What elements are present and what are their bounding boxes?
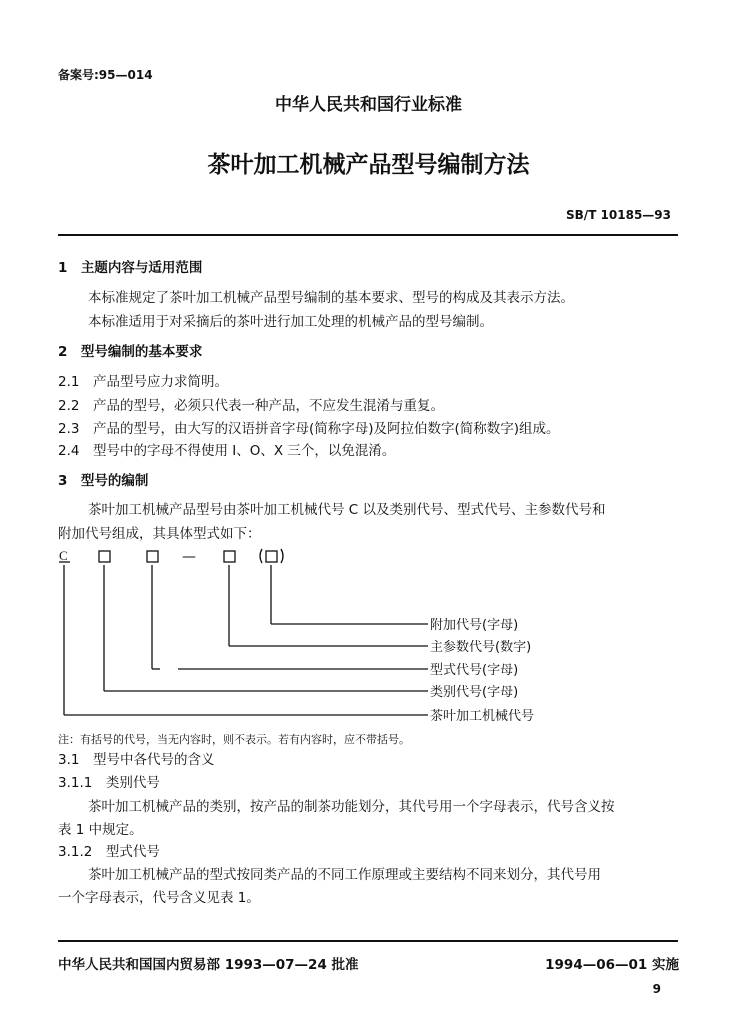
approval-line: 中华人民共和国国内贸易部 1993—07—24 批准 [58,957,359,973]
bottom-rule [58,940,678,942]
main-parameter-code-box [224,551,235,562]
type-code-box [147,551,158,562]
section-3-paragraph-line-1: 茶叶加工机械产品型号由茶叶加工机械代号 C 以及类别代号、型式代号、主参数代号和 [88,502,606,518]
section-3-1-2-paragraph-line-2: 一个字母表示，代号含义见表 1。 [58,890,260,906]
additional-code-box [266,551,277,562]
section-3-1-1-paragraph-line-2: 表 1 中规定。 [58,822,143,838]
page-title: 茶叶加工机械产品型号编制方法 [207,152,530,178]
section-2-item: 2.3 产品的型号，由大写的汉语拼音字母(简称字母)及阿拉伯数字(简称数字)组成。 [58,421,560,437]
section-1-paragraph-1: 本标准规定了茶叶加工机械产品型号编制的基本要求、型号的构成及其表示方法。 [88,290,574,306]
label-tea-machinery-code: 茶叶加工机械代号 [430,709,535,724]
model-structure-diagram [0,545,737,745]
section-2-item: 2.1 产品型号应力求简明。 [58,374,228,390]
diagram-dash: — [182,549,196,565]
section-3-1-2-paragraph-line-1: 茶叶加工机械产品的型式按同类产品的不同工作原理或主要结构不同来划分，其代号用 [88,867,601,883]
label-category-code: 类别代号(字母) [430,685,519,700]
section-2-item: 2.4 型号中的字母不得使用 I、O、X 三个，以免混淆。 [58,443,396,459]
section-2-item: 2.2 产品的型号，必须只代表一种产品，不应发生混淆与重复。 [58,398,444,414]
left-parenthesis [260,549,262,563]
section-3-heading: 3 型号的编制 [58,473,149,489]
page-number: 9 [652,982,661,996]
top-rule [58,234,678,236]
label-type-code: 型式代号(字母) [430,663,519,678]
section-3-paragraph-line-2: 附加代号组成，其具体型式如下： [58,526,261,542]
section-3-1-2-heading: 3.1.2 型式代号 [58,844,160,860]
letter-c: C [59,548,68,563]
standard-code: SB/T 10185—93 [566,208,671,222]
right-parenthesis [281,549,283,563]
section-3-1-1-paragraph-line-1: 茶叶加工机械产品的类别，按产品的制茶功能划分，其代号用一个字母表示，代号含义按 [88,799,615,815]
standard-category: 中华人民共和国行业标准 [275,95,462,115]
label-main-parameter-code: 主参数代号(数字) [430,640,532,655]
label-additional-code: 附加代号(字母) [430,618,519,633]
section-1-heading: 1 主题内容与适用范围 [58,260,203,276]
implementation-date: 1994—06—01 实施 [545,957,679,973]
section-2-heading: 2 型号编制的基本要求 [58,344,203,360]
section-1-paragraph-2: 本标准适用于对采摘后的茶叶进行加工处理的机械产品的型号编制。 [88,314,493,330]
section-3-1-heading: 3.1 型号中各代号的含义 [58,752,215,768]
section-3-1-1-heading: 3.1.1 类别代号 [58,775,160,791]
category-code-box [99,551,110,562]
filing-number: 备案号:95—014 [58,68,153,82]
diagram-note: 注：有括号的代号，当无内容时，则不表示。若有内容时，应不带括号。 [58,733,410,746]
